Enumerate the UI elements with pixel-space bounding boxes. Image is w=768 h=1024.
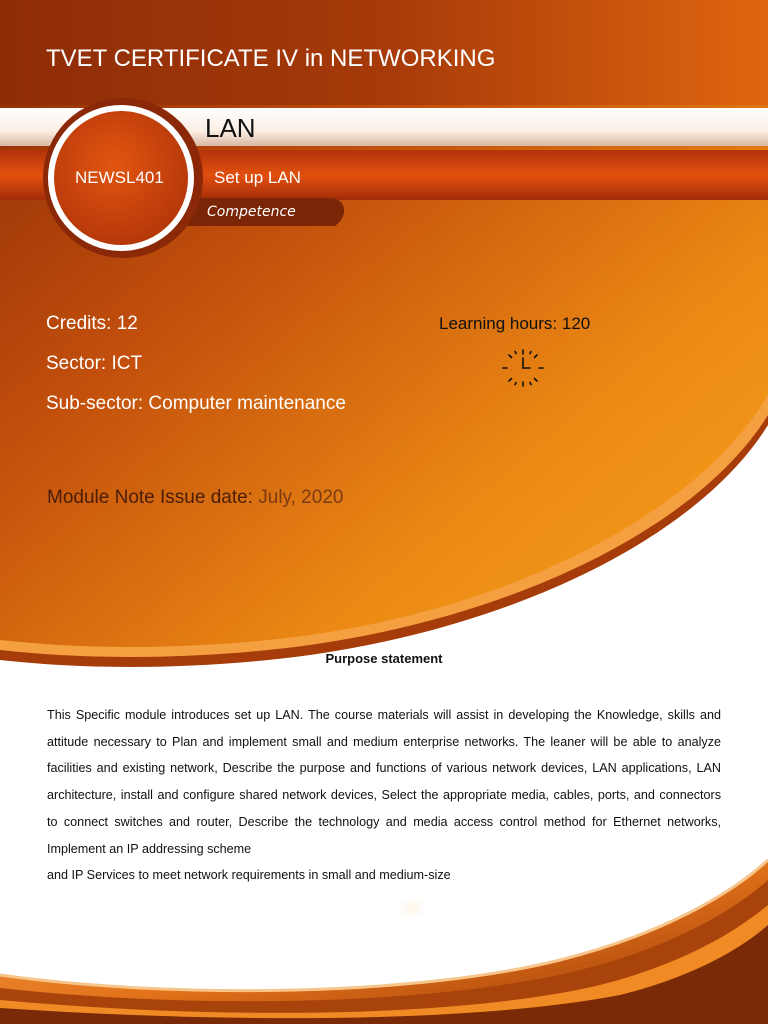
sector: Sector: ICT (46, 353, 143, 374)
learning-hours: Learning hours: 120 (439, 314, 591, 333)
clock-icon (500, 347, 546, 389)
module-subtitle: Set up LAN (214, 168, 301, 187)
qualification-title: TVET CERTIFICATE IV in NETWORKING (46, 45, 496, 72)
issue-date-value: July, 2020 (258, 487, 344, 508)
module-type-label: Competence (207, 204, 296, 220)
purpose-paragraph: This Specific module introduces set up LAN. The course materials will assist in developing the Knowledge, skills and attitude necessary to Plan and implement small and medium enterprise networks. The leaner will be able to analyze facilities and existing network, Describe the purpose and functions of various network devices, LAN applications, LAN architecture, install and configure shared network devices, Select the appropriate media, cables, ports, and connectors to connect switches and router, Describe the technology and media access control method for Ethernet networks, Implement an IP addressing scheme (47, 708, 721, 856)
purpose-last-line: and IP Services to meet network requirements in small and medium-size (47, 868, 451, 883)
sub-sector: Sub-sector: Computer maintenance (46, 393, 346, 414)
issue-date-label: Module Note Issue date: (47, 487, 253, 508)
module-code: NEWSL401 (75, 168, 164, 187)
purpose-heading: Purpose statement (325, 651, 443, 666)
purpose-statement (47, 702, 721, 889)
credits: Credits: 12 (46, 313, 138, 334)
module-name: LAN (205, 113, 256, 143)
issue-date-line (47, 487, 343, 509)
